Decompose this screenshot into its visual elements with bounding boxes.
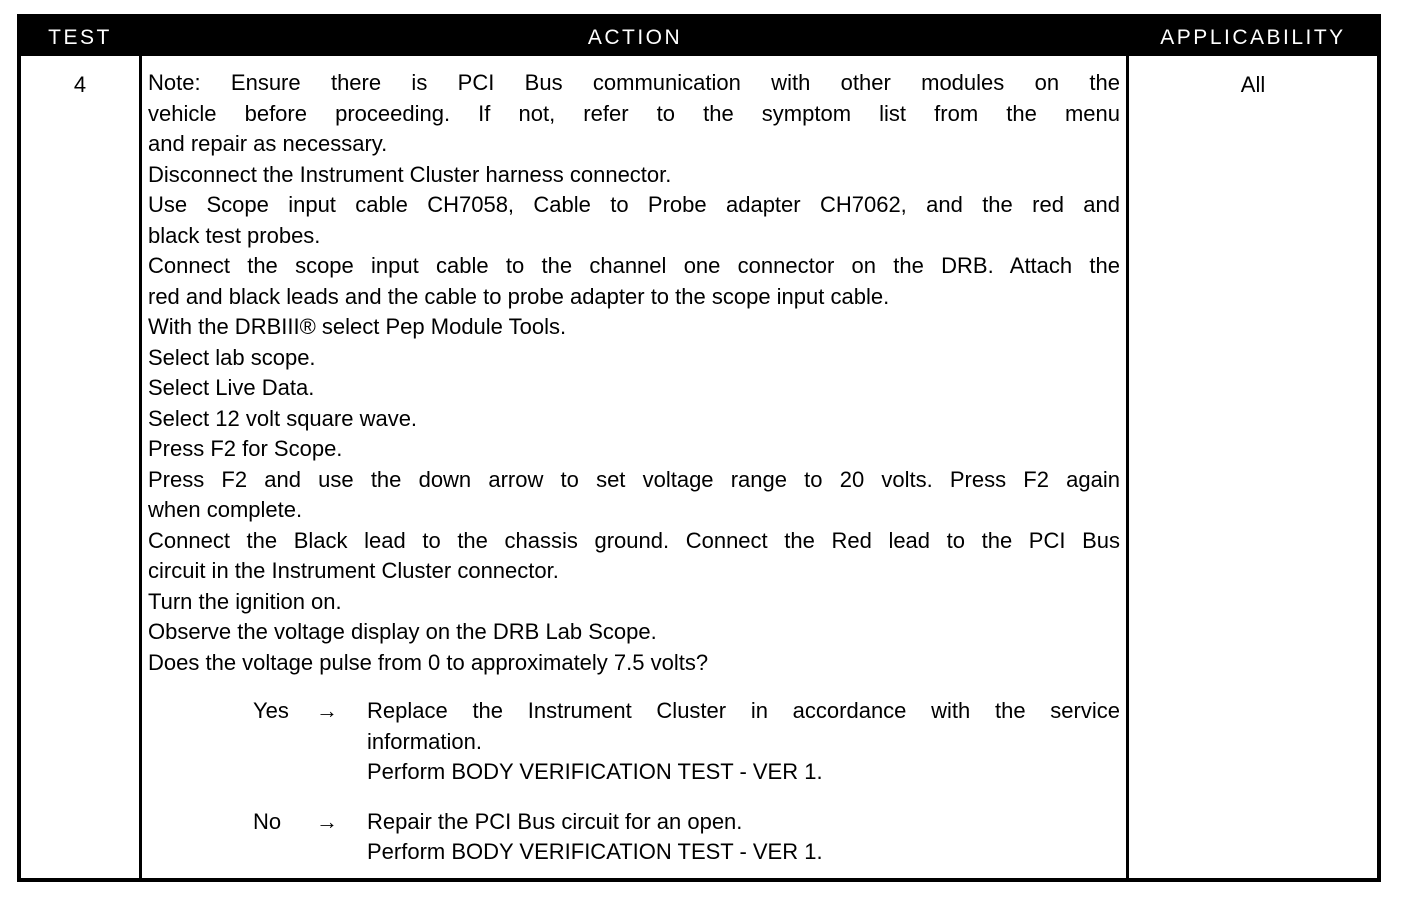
header-action: ACTION xyxy=(587,26,683,49)
branch-yes-label: Yes xyxy=(253,698,289,723)
branch-line: information. xyxy=(367,728,482,754)
action-line: With the DRBIII® select Pep Module Tools. xyxy=(148,314,567,339)
result-branches xyxy=(148,696,1120,868)
action-line: Turn the ignition on. xyxy=(148,588,342,614)
action-line: black test probes. xyxy=(148,222,321,248)
test-number: 4 xyxy=(73,72,87,97)
branch-no-label: No xyxy=(253,808,282,834)
action-line: circuit in the Instrument Cluster connector. xyxy=(148,558,559,583)
action-line: Disconnect the Instrument Cluster harness connector. xyxy=(148,161,672,187)
branch-line: Perform BODY VERIFICATION TEST - VER 1. xyxy=(367,759,823,784)
applicability-value: All xyxy=(1240,72,1266,97)
action-line: Press F2 for Scope. xyxy=(148,436,343,461)
action-line: Select lab scope. xyxy=(148,344,316,370)
action-line: red and black leads and the cable to probe adapter to the scope input cable. xyxy=(148,283,890,309)
table-header xyxy=(21,18,1377,56)
action-cell xyxy=(148,68,1120,887)
action-line: Select Live Data. xyxy=(148,375,315,400)
diagnostic-table xyxy=(17,14,1381,882)
action-line: Use Scope input cable CH7058, Cable to Probe adapter CH7062, and the red and xyxy=(148,192,1120,217)
branch-yes xyxy=(148,696,1120,788)
action-line: Connect the Black lead to the chassis ground. Connect the Red lead to the PCI Bus xyxy=(148,527,1120,553)
action-line: Connect the scope input cable to the channel one connector on the DRB. Attach the xyxy=(148,253,1120,278)
arrow-right-icon: → xyxy=(316,808,338,834)
column-divider xyxy=(1126,56,1129,878)
action-line: Press F2 and use the down arrow to set voltage range to 20 volts. Press F2 again xyxy=(148,466,1120,492)
branch-no xyxy=(148,807,1120,868)
branch-line: Perform BODY VERIFICATION TEST - VER 1. xyxy=(367,839,823,864)
action-line: when complete. xyxy=(148,497,303,522)
action-line: vehicle before proceeding. If not, refer to the symptom list from the menu xyxy=(148,100,1120,126)
header-applicability: APPLICABILITY xyxy=(1160,26,1346,49)
branch-line: Replace the Instrument Cluster in accordance with the service xyxy=(367,698,1120,723)
action-line: Select 12 volt square wave. xyxy=(148,405,418,431)
header-test: TEST xyxy=(48,26,112,49)
branch-line: Repair the PCI Bus circuit for an open. xyxy=(367,808,743,834)
action-line: and repair as necessary. xyxy=(148,131,388,156)
action-line: Note: Ensure there is PCI Bus communication with other modules on the xyxy=(148,70,1120,95)
arrow-right-icon: → xyxy=(316,698,338,723)
column-divider xyxy=(139,56,142,878)
action-line: Does the voltage pulse from 0 to approximately 7.5 volts? xyxy=(148,649,709,675)
action-steps xyxy=(148,68,1120,678)
action-line: Observe the voltage display on the DRB Lab Scope. xyxy=(148,619,657,644)
